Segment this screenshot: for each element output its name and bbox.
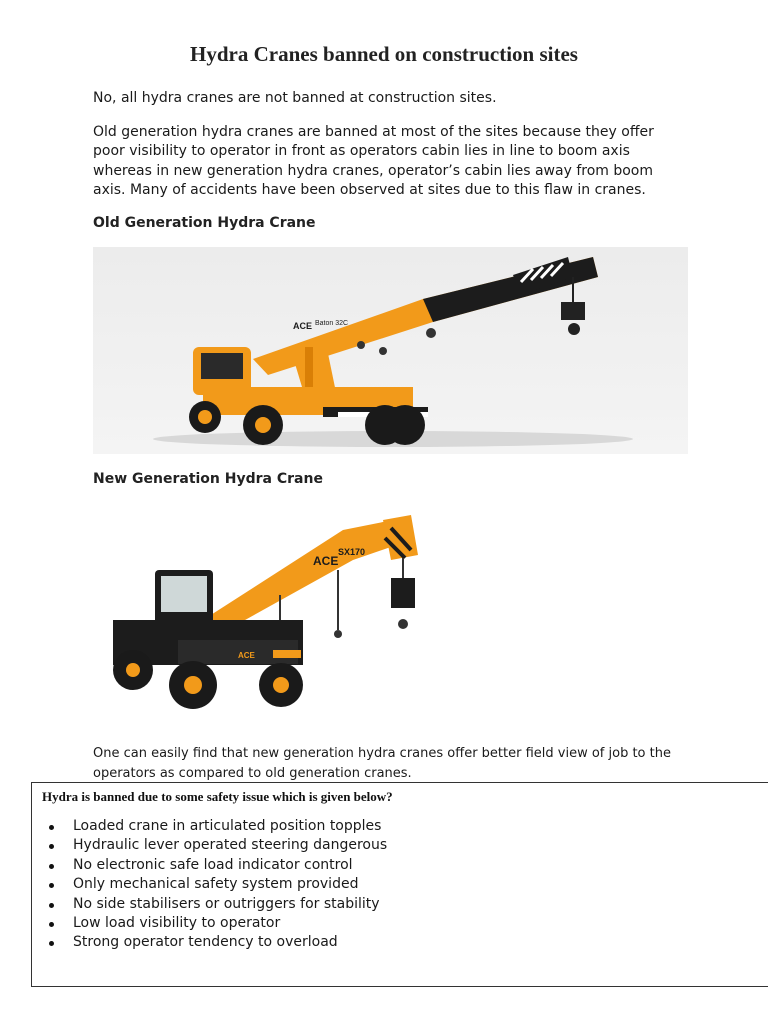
new-crane-body-logo: ACE — [238, 651, 255, 660]
new-crane-heading: New Generation Hydra Crane — [93, 471, 323, 487]
list-item: No electronic safe load indicator control — [32, 856, 387, 875]
list-item: Strong operator tendency to overload — [32, 933, 387, 952]
list-item: Loaded crane in articulated position topples — [32, 817, 387, 836]
old-crane-heading: Old Generation Hydra Crane — [93, 215, 316, 231]
explanation-paragraph: Old generation hydra cranes are banned at most of the sites because they offer poor visibility to operator in front as operators cabin lies in line to boom axis whereas in new generation hydra cranes, operator’s cabin lies away from boom axis. Many of accidents have been observed at sites due to this flaw in cranes. — [93, 124, 654, 198]
list-item: Hydraulic lever operated steering dangerous — [32, 836, 387, 855]
new-crane-model: SX170 — [338, 547, 366, 557]
new-crane-photo — [93, 500, 433, 725]
list-item: Low load visibility to operator — [32, 914, 387, 933]
new-crane-logo: ACE — [313, 554, 339, 568]
safety-issues-box — [31, 782, 768, 987]
old-crane-photo — [93, 247, 688, 454]
safety-box-heading: Hydra is banned due to some safety issue which is given below? — [42, 789, 393, 804]
list-item: Only mechanical safety system provided — [32, 875, 387, 894]
page-title: Hydra Cranes banned on construction sites — [190, 42, 578, 66]
comparison-paragraph: One can easily find that new generation hydra cranes offer better field view of job to the operators as compared to old generation cranes. — [93, 746, 671, 781]
intro-paragraph: No, all hydra cranes are not banned at construction sites. — [93, 90, 497, 106]
safety-issues-list — [32, 817, 387, 953]
list-item: No side stabilisers or outriggers for stability — [32, 895, 387, 914]
old-crane-logo: ACE — [293, 321, 313, 331]
old-crane-model: Baton 32C — [315, 320, 349, 327]
